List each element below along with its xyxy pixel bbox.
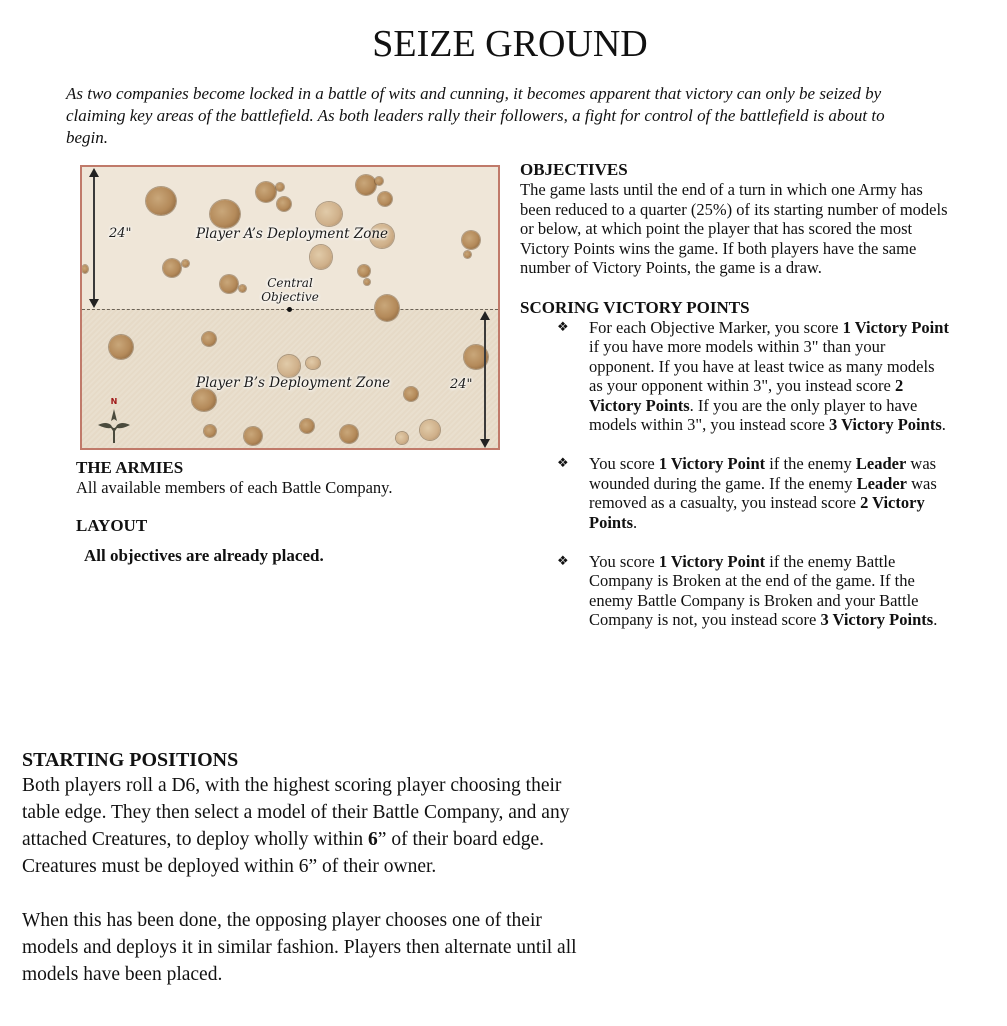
right-column — [520, 160, 950, 630]
tree-icon — [220, 275, 238, 293]
tree-icon — [256, 182, 276, 202]
central-objective-marker — [287, 307, 292, 312]
tree-icon — [276, 183, 284, 191]
text-run: . — [633, 512, 638, 532]
diamond-bullet-icon: ❖ — [557, 319, 569, 335]
bold-run: Leader — [855, 454, 907, 473]
text-run: Both players roll a D6, with the highest scoring player choosing their table edge. They then select a model of their Battle Company, and any attached Creatures, to deploy wholly within — [22, 775, 570, 850]
bold-run: 1 Victory Point — [658, 551, 766, 571]
tree-icon — [375, 177, 383, 185]
tree-icon — [300, 419, 314, 433]
tree-icon — [239, 285, 246, 292]
tree-icon — [462, 231, 480, 249]
central-objective-line1: Central — [267, 276, 313, 290]
compass-north-letter: N — [110, 397, 118, 406]
scoring-item — [520, 318, 950, 435]
starting-positions-section — [22, 748, 582, 988]
bold-run: 2 Victory Points — [589, 493, 925, 532]
central-objective-line2: Objective — [261, 290, 319, 304]
tree-icon — [306, 357, 320, 369]
layout-text: All objectives are already placed. — [84, 546, 324, 565]
tree-icon — [163, 259, 181, 277]
compass-icon — [96, 397, 132, 445]
tree-icon — [396, 432, 408, 444]
layout-section — [76, 516, 496, 566]
text-run: For each Objective Marker, you score — [589, 317, 843, 337]
starting-positions-para2: When this has been done, the opposing player chooses one of their models and deploys it in similar fashion. Players then alternate until all models have been placed. — [22, 910, 577, 985]
tree-icon — [82, 265, 88, 273]
armies-text: All available members of each Battle Company. — [76, 478, 393, 497]
starting-positions-para1 — [22, 772, 582, 880]
tree-icon — [244, 427, 262, 445]
text-run: if the enemy Battle Company is Broken at the end of the game. If the enemy Battle Company is Broken and your Battle Company is not, you instead score — [589, 551, 919, 629]
armies-heading: THE ARMIES — [76, 458, 184, 477]
text-run: . — [941, 415, 946, 434]
scoring-list — [520, 318, 950, 630]
text-run: if the enemy — [765, 454, 856, 473]
deployment-map — [80, 165, 500, 450]
text-run: was removed as a casualty, you instead score — [589, 473, 937, 512]
central-objective-label — [260, 276, 320, 304]
text-run: You score — [589, 454, 659, 473]
tree-icon — [340, 425, 358, 443]
tree-icon — [404, 387, 418, 401]
objectives-heading: OBJECTIVES — [520, 160, 628, 179]
tree-icon — [316, 202, 342, 226]
tree-icon — [420, 420, 440, 440]
arrow-up-icon — [480, 311, 490, 320]
player-b-zone-label: Player B’s Deployment Zone — [196, 375, 391, 391]
text-run: . If you are the only player to have models within 3", you instead score — [589, 395, 918, 434]
tree-icon — [277, 197, 291, 211]
tree-icon — [464, 251, 471, 258]
bold-run: Leader — [856, 473, 907, 493]
tree-icon — [109, 335, 133, 359]
bold-run: 3 Victory Points — [829, 415, 942, 434]
tree-icon — [146, 187, 176, 215]
layout-heading: LAYOUT — [76, 516, 148, 535]
diamond-bullet-icon: ❖ — [557, 553, 569, 569]
tree-icon — [356, 175, 376, 195]
intro-text: As two companies become locked in a battle of wits and cunning, it becomes apparent that victory can only be seized by claiming key areas of the battlefield. As both leaders rally their followers, a fight for control of the battlefield is about to begin. — [66, 84, 885, 147]
tree-icon — [278, 355, 300, 377]
tree-icon — [202, 332, 216, 346]
bold-run: 1 Victory Point — [842, 317, 949, 337]
scoring-heading: SCORING VICTORY POINTS — [520, 297, 750, 317]
text-run: if you have more models within 3" than your opponent. If you have at least twice as many models as your opponent within 3", you instead score — [589, 337, 935, 395]
tree-icon — [358, 265, 370, 277]
scoring-item — [520, 552, 950, 630]
tree-icon — [192, 389, 216, 411]
scoring-item — [520, 454, 950, 532]
diamond-bullet-icon: ❖ — [557, 456, 569, 471]
measure-arrow-b — [484, 317, 486, 444]
arrow-up-icon — [89, 168, 99, 177]
objectives-text: The game lasts until the end of a turn in which one Army has been reduced to a quarter (25%) of its starting number of models or below, at which point the player that has scored the most Victory Points wins the game. If both players have the same number of Victory Points, the game is a draw. — [520, 180, 948, 277]
page-title: SEIZE GROUND — [372, 23, 648, 65]
arrow-down-icon — [480, 439, 490, 448]
bold-run: 1 Victory Point — [658, 454, 766, 473]
tree-icon — [310, 245, 332, 269]
tree-icon — [375, 295, 399, 321]
text-run: was wounded during the game. If the enemy — [589, 454, 937, 493]
arrow-down-icon — [89, 299, 99, 308]
tree-icon — [378, 192, 392, 206]
bold-run: 6 — [368, 829, 378, 850]
bold-run: 3 Victory Points — [820, 610, 934, 629]
text-run: ” of their board edge. Creatures must be deployed within 6” of their owner. — [22, 829, 545, 877]
tree-icon — [182, 260, 189, 267]
tree-icon — [210, 200, 240, 228]
text-run: You score — [589, 551, 659, 571]
measure-arrow-a — [93, 173, 95, 303]
text-run: . — [933, 610, 938, 629]
player-a-zone-label: Player A’s Deployment Zone — [196, 226, 389, 242]
measure-label-a: 24" — [109, 226, 132, 241]
bold-run: 2 Victory Points — [589, 376, 904, 415]
measure-label-b: 24" — [450, 377, 473, 392]
tree-icon — [364, 279, 370, 285]
tree-icon — [204, 425, 216, 437]
armies-section — [76, 458, 496, 498]
starting-positions-heading: STARTING POSITIONS — [22, 749, 239, 771]
